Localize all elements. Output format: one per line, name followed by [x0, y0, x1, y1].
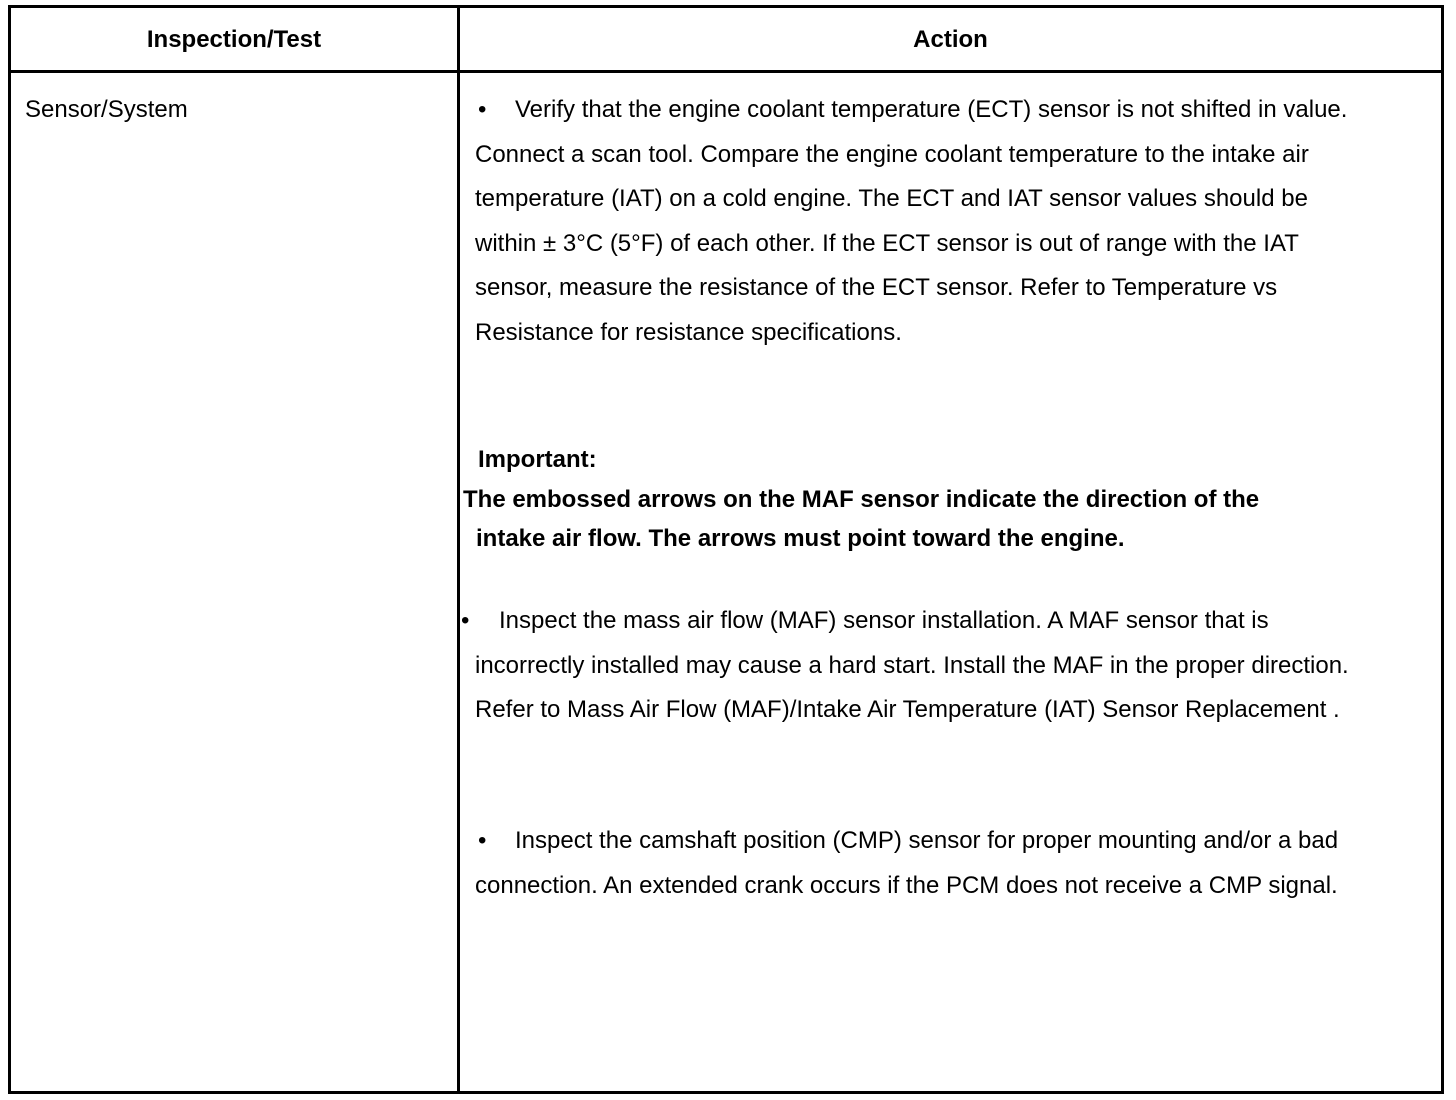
column-divider: [457, 5, 460, 1094]
action-item-ect-text: Verify that the engine coolant temperature (ECT) sensor is not shifted in value. Connect a scan tool. Compare the engine coolant temperature to the intake air temperature (IAT) on a cold engine. The ECT and IAT sensor values should be within ± 3°C (5°F) of each other. If the ECT sensor is out of range with the IAT sensor, measure the resistance of the ECT sensor. Refer to Temperature vs Resistance for resistance specifications.: [475, 96, 1348, 346]
bullet: •: [478, 96, 487, 123]
important-title: Important:: [478, 446, 597, 473]
header-divider: [8, 70, 1444, 73]
important-note: [463, 480, 1403, 558]
action-item-maf-text: Inspect the mass air flow (MAF) sensor installation. A MAF sensor that is incorrectly installed may cause a hard start. Install the MAF in the proper direction. Refer to Mass Air Flow (MAF)/Intake Air Temperature (IAT) Sensor Replacement .: [475, 607, 1349, 723]
inspection-cell: Sensor/System: [25, 96, 188, 123]
important-line-2: intake air flow. The arrows must point toward the engine.: [476, 525, 1125, 552]
action-item-cmp-text: Inspect the camshaft position (CMP) sensor for proper mounting and/or a bad connection. An extended crank occurs if the PCM does not receive a CMP signal.: [475, 827, 1339, 899]
action-item-cmp: [475, 819, 1375, 908]
header-action: Action: [913, 26, 988, 53]
bullet: •: [478, 827, 487, 854]
header-inspection-test: Inspection/Test: [146, 26, 322, 53]
action-item-maf: [475, 599, 1365, 733]
action-item-ect: [475, 88, 1375, 355]
bullet: •: [461, 607, 470, 634]
important-line-1: The embossed arrows on the MAF sensor indicate the direction of the: [463, 486, 1260, 513]
